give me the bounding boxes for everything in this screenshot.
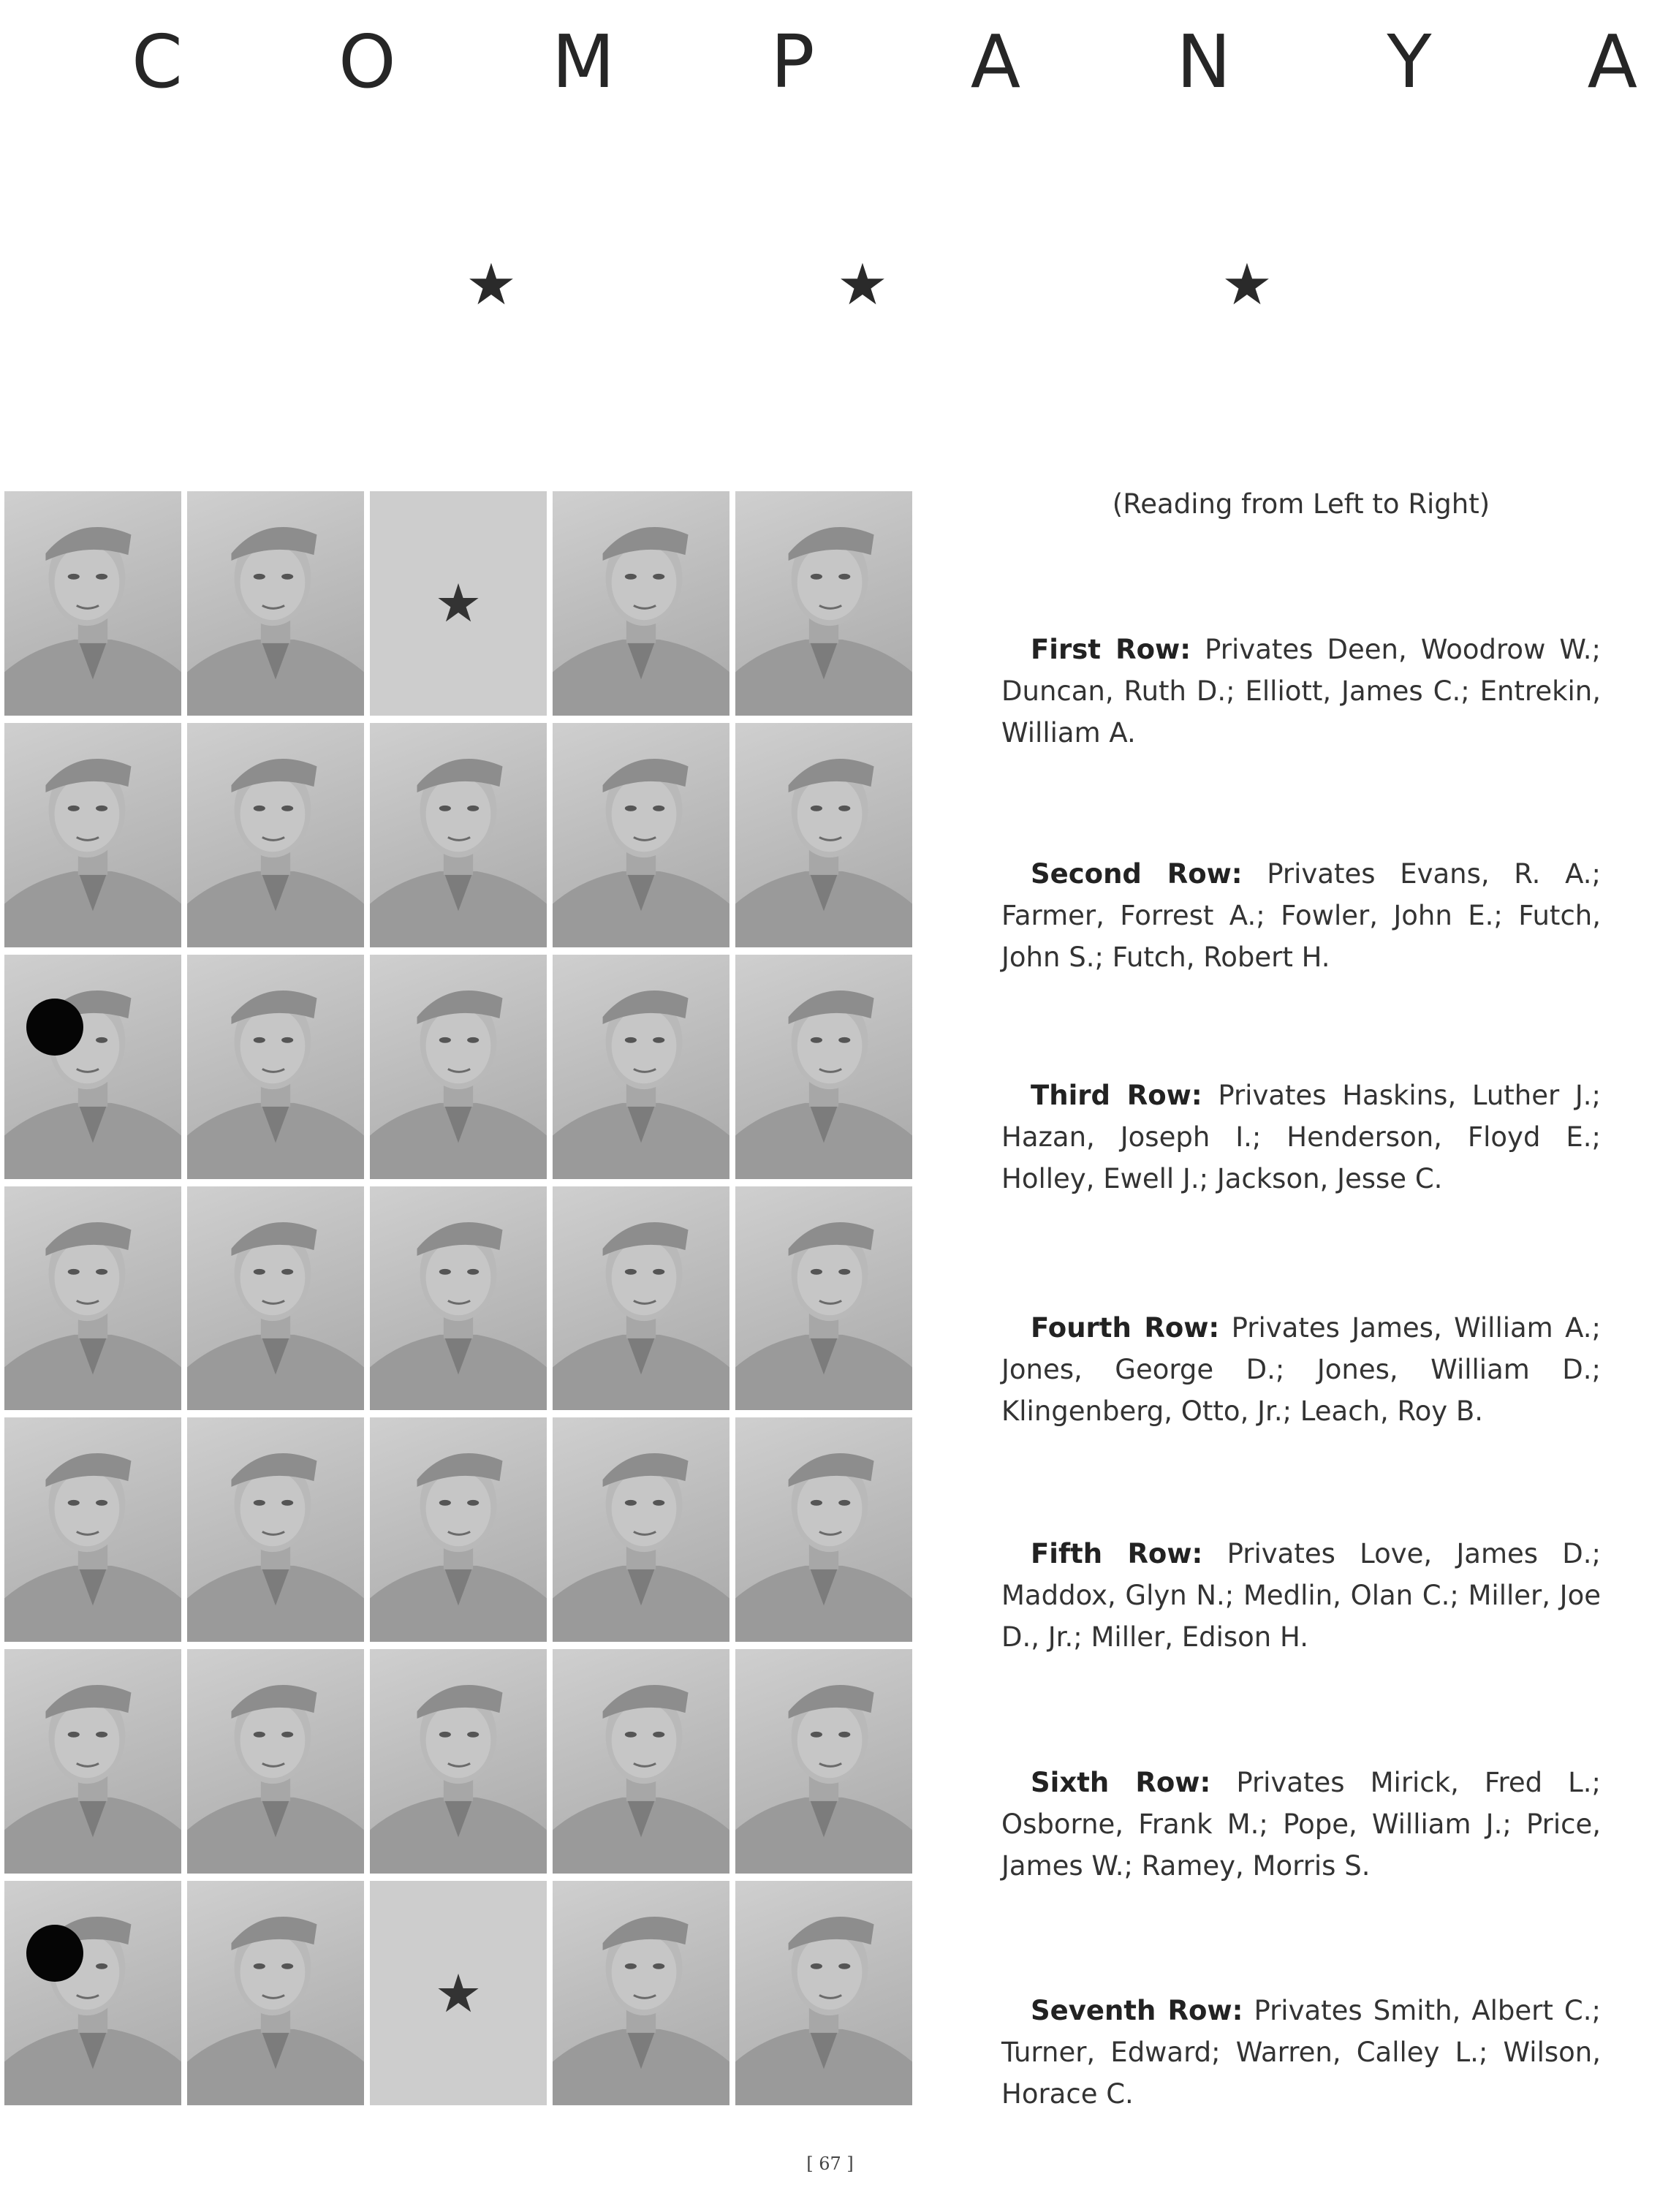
soldier-portrait-image (735, 1417, 912, 1642)
portrait-photo (187, 1186, 364, 1411)
portrait-photo (370, 1417, 547, 1642)
portrait-photo (4, 1186, 181, 1411)
soldier-portrait-image (553, 955, 729, 1179)
portrait-photo (187, 1649, 364, 1874)
title-letter: O (338, 19, 396, 105)
portrait-photo (735, 955, 912, 1179)
soldier-portrait-image (187, 1649, 364, 1874)
star-icon: ★ (434, 572, 482, 635)
soldier-portrait-image (4, 1881, 181, 2105)
title-letter: Y (1387, 19, 1432, 105)
row-caption-1 (1001, 629, 1601, 754)
row-names: Privates Haskins, Luther J.; Hazan, Joseph I.; Henderson, Floyd E.; Holley, Ewell J.; Jackson, Jesse C. (1001, 1080, 1601, 1194)
soldier-portrait-image (553, 1881, 729, 2105)
soldier-portrait-image (4, 723, 181, 947)
soldier-portrait-image (4, 1649, 181, 1874)
portrait-photo (553, 1186, 729, 1411)
soldier-portrait-image (370, 1186, 547, 1411)
row-caption-5 (1001, 1533, 1601, 1658)
portrait-photo (553, 1881, 729, 2105)
reading-note: (Reading from Left to Right) (1112, 488, 1490, 520)
row-caption-3 (1001, 1075, 1601, 1200)
row-label: First Row: (1031, 634, 1191, 665)
soldier-portrait-image (4, 491, 181, 716)
portrait-photo (187, 1417, 364, 1642)
portrait-photo (187, 955, 364, 1179)
soldier-portrait-image (187, 1417, 364, 1642)
soldier-portrait-image (187, 1881, 364, 2105)
portrait-photo (553, 1417, 729, 1642)
star-icon: ★ (1221, 252, 1273, 318)
portrait-photo (4, 723, 181, 947)
star-icon: ★ (434, 1962, 482, 2024)
soldier-portrait-image (735, 1881, 912, 2105)
portrait-photo (4, 955, 181, 1179)
row-names: Privates Love, James D.; Maddox, Glyn N.; Medlin, Olan C.; Miller, Joe D., Jr.; Miller, Edison H. (1001, 1538, 1602, 1653)
portrait-photo (553, 1649, 729, 1874)
soldier-portrait-image (4, 1417, 181, 1642)
row-label: Second Row: (1031, 858, 1243, 890)
soldier-portrait-image (4, 955, 181, 1179)
soldier-portrait-image (735, 1186, 912, 1411)
soldier-portrait-image (553, 1649, 729, 1874)
page-number: [ 67 ] (806, 2154, 854, 2174)
row-label: Fifth Row: (1031, 1538, 1203, 1569)
soldier-portrait-image (187, 491, 364, 716)
title-letter: P (770, 19, 815, 105)
soldier-portrait-image (553, 723, 729, 947)
portrait-photo (735, 1649, 912, 1874)
star-icon: ★ (837, 252, 888, 318)
title-letter: A (1587, 19, 1637, 105)
soldier-portrait-image (735, 723, 912, 947)
title-letter: C (132, 19, 183, 105)
row-names: Privates Evans, R. A.; Farmer, Forrest A.; Fowler, John E.; Futch, John S.; Futch, Robert H. (1001, 858, 1601, 973)
row-caption-7 (1001, 1990, 1601, 2115)
binder-punch-hole (26, 1925, 83, 1982)
soldier-portrait-image (370, 955, 547, 1179)
empty-portrait-slot (370, 491, 547, 716)
portrait-photo (553, 491, 729, 716)
row-names: Privates Smith, Albert C.; Turner, Edward; Warren, Calley L.; Wilson, Horace C. (1001, 1995, 1601, 2110)
portrait-photo (4, 1417, 181, 1642)
row-caption-2 (1001, 853, 1601, 978)
soldier-portrait-image (553, 1417, 729, 1642)
row-names: Privates Mirick, Fred L.; Osborne, Frank M.; Pope, William J.; Price, James W.; Ramey, Morris S. (1001, 1767, 1601, 1882)
portrait-grid (4, 491, 912, 2105)
title-letter: N (1176, 19, 1232, 105)
soldier-portrait-image (187, 723, 364, 947)
portrait-photo (735, 1186, 912, 1411)
title-letter: A (970, 19, 1021, 105)
row-label: Fourth Row: (1031, 1312, 1220, 1344)
portrait-photo (553, 955, 729, 1179)
empty-portrait-slot (370, 1881, 547, 2105)
row-names: Privates James, William A.; Jones, George D.; Jones, William D.; Klingenberg, Otto, Jr.; Leach, Roy B. (1001, 1312, 1601, 1427)
portrait-photo (4, 491, 181, 716)
soldier-portrait-image (370, 723, 547, 947)
soldier-portrait-image (735, 955, 912, 1179)
portrait-photo (735, 491, 912, 716)
portrait-photo (187, 491, 364, 716)
portrait-photo (4, 1881, 181, 2105)
portrait-photo (4, 1649, 181, 1874)
soldier-portrait-image (370, 1417, 547, 1642)
portrait-photo (735, 1881, 912, 2105)
row-label: Seventh Row: (1031, 1995, 1243, 2026)
row-label: Sixth Row: (1031, 1767, 1211, 1798)
star-icon: ★ (466, 252, 517, 318)
page-title (132, 19, 1637, 105)
row-names: Privates Deen, Woodrow W.; Duncan, Ruth D.; Elliott, James C.; Entrekin, William A. (1001, 634, 1601, 749)
title-letter: M (551, 19, 615, 105)
soldier-portrait-image (735, 491, 912, 716)
row-caption-4 (1001, 1307, 1601, 1432)
portrait-photo (553, 723, 729, 947)
portrait-photo (735, 1417, 912, 1642)
soldier-portrait-image (187, 1186, 364, 1411)
portrait-photo (735, 723, 912, 947)
row-caption-6 (1001, 1762, 1601, 1887)
soldier-portrait-image (553, 491, 729, 716)
decorative-stars (0, 252, 1660, 323)
soldier-portrait-image (735, 1649, 912, 1874)
portrait-photo (370, 1649, 547, 1874)
soldier-portrait-image (370, 1649, 547, 1874)
portrait-photo (370, 723, 547, 947)
portrait-photo (187, 723, 364, 947)
portrait-photo (370, 1186, 547, 1411)
portrait-photo (187, 1881, 364, 2105)
binder-punch-hole (26, 999, 83, 1056)
portrait-photo (370, 955, 547, 1179)
soldier-portrait-image (553, 1186, 729, 1411)
soldier-portrait-image (187, 955, 364, 1179)
row-label: Third Row: (1031, 1080, 1202, 1111)
soldier-portrait-image (4, 1186, 181, 1411)
